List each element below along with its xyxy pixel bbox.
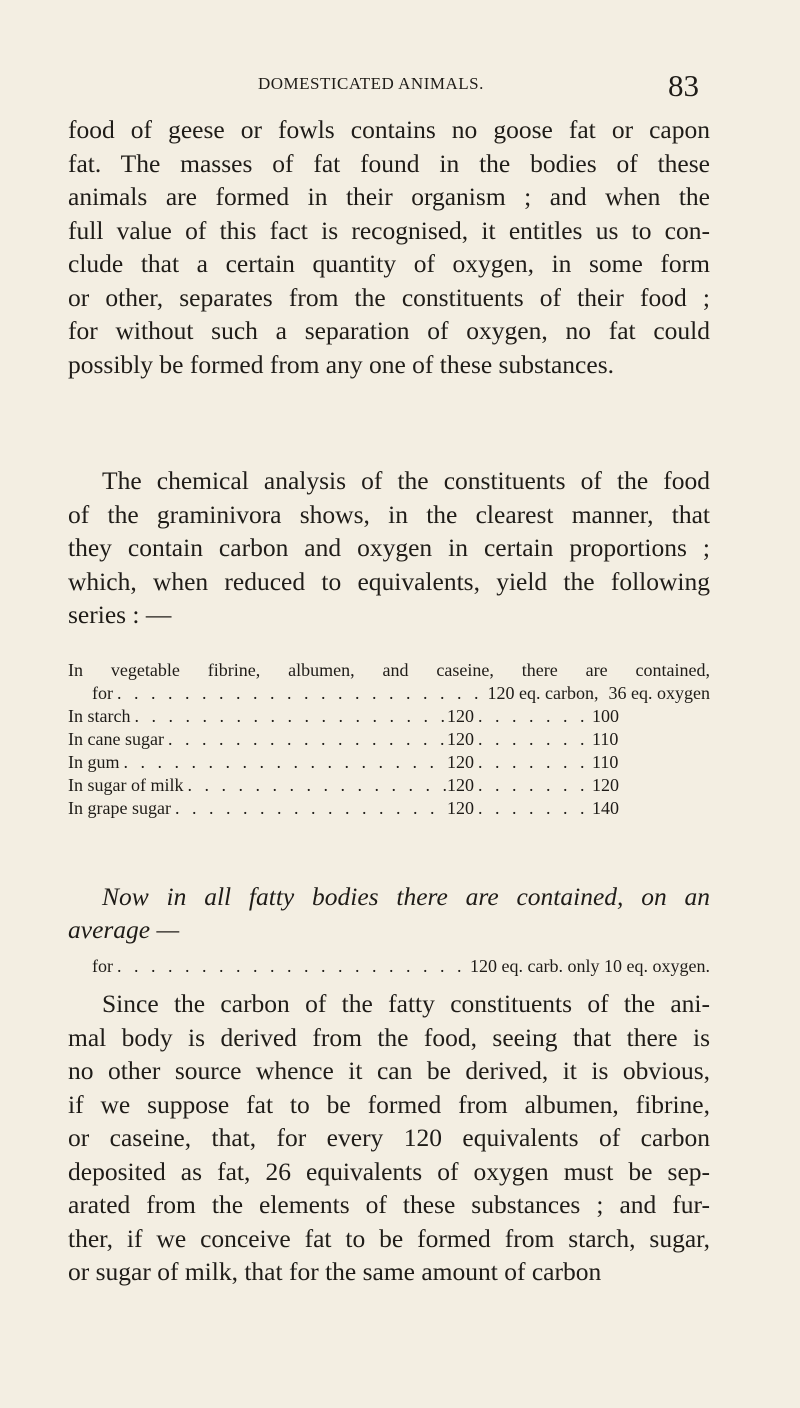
carbon-value: 120 [447, 775, 474, 795]
dot-leader [113, 955, 470, 978]
carbon-value: 120 eq. carbon, [487, 683, 599, 703]
paragraph-3 [68, 987, 710, 1289]
table-row [68, 728, 710, 751]
text-line: of the graminivora shows, in the clearest manner, that [68, 499, 710, 529]
text-line: or caseine, that, for every 120 equivalents of carbon [68, 1123, 710, 1152]
table-row [68, 682, 710, 705]
text-line: Since the carbon of the fatty constituents of the ani- [102, 989, 710, 1018]
text-line: which, when reduced to equivalents, yield the following [68, 566, 710, 596]
running-head [0, 68, 800, 108]
oxygen-value: 110 [592, 752, 619, 772]
dot-leader [120, 751, 448, 774]
fatty-average-row [92, 955, 710, 978]
oxygen-value: 120 [592, 775, 619, 795]
composition-table [68, 659, 710, 820]
oxygen-value: 100 [592, 706, 619, 726]
text-line: if we suppose fat to be formed from albumen, fibrine, [68, 1089, 710, 1119]
carbon-value: 120 [447, 729, 474, 749]
text-line: arated from the elements of these substances ; and fur- [68, 1190, 710, 1219]
text-line: or sugar of milk, that for the same amount of carbon [68, 1257, 602, 1286]
text-line: ther, if we conceive fat to be formed from starch, sugar, [68, 1223, 710, 1253]
dot-leader [474, 774, 592, 797]
text-line: for without such a separation of oxygen, no fat could [68, 316, 710, 345]
text-line: food of geese or fowls contains no goose fat or capon [68, 115, 710, 144]
carbon-value: 120 [447, 798, 474, 818]
text-line: deposited as fat, 26 equivalents of oxygen must be sep- [68, 1156, 710, 1186]
paragraph-2 [68, 464, 710, 632]
dot-leader [171, 797, 447, 820]
row-label: In sugar of milk [68, 775, 184, 795]
dot-leader [474, 705, 592, 728]
text-line: animals are formed in their organism ; and when the [68, 182, 710, 211]
carbon-value: 120 [447, 752, 474, 772]
table-row [68, 797, 710, 820]
dot-leader [474, 751, 592, 774]
table-intro [68, 659, 710, 682]
table-row [68, 751, 710, 774]
table-intro-text: In vegetable fibrine, albumen, and caseine, there are contained, [68, 660, 710, 680]
text-line: they contain carbon and oxygen in certain proportions ; [68, 533, 710, 562]
dot-leader [164, 728, 447, 751]
text-line: Now in all fatty bodies there are contained, on an [102, 882, 710, 911]
oxygen-value: 110 [592, 729, 619, 749]
row-label: In gum [68, 752, 120, 772]
row-label: In cane sugar [68, 729, 164, 749]
text-line: clude that a certain quantity of oxygen, in some form [68, 249, 710, 278]
dot-leader [474, 728, 592, 751]
row-label: for [92, 956, 113, 976]
text-line: average — [68, 915, 180, 944]
running-title: DOMESTICATED ANIMALS. [258, 74, 484, 93]
table-row [68, 705, 710, 728]
text-line: possibly be formed from any one of these substances. [68, 349, 614, 379]
oxygen-value: 140 [592, 798, 619, 818]
text-line: no other source whence it can be derived, it is obvious, [68, 1056, 710, 1085]
paragraph-1 [68, 113, 710, 381]
dot-leader [183, 774, 447, 797]
row-label: In starch [68, 706, 131, 726]
oxygen-value: 36 eq. oxygen [608, 683, 710, 703]
text-line: fat. The masses of fat found in the bodies of these [68, 148, 710, 178]
text-line: mal body is derived from the food, seeing that there is [68, 1022, 710, 1052]
table-row [68, 774, 710, 797]
dot-leader [113, 682, 488, 705]
average-value: 120 eq. carb. only 10 eq. oxygen. [470, 956, 710, 976]
dot-leader [130, 705, 447, 728]
text-line: or other, separates from the constituents of their food ; [68, 282, 710, 312]
text-line: full value of this fact is recognised, it entitles us to con- [68, 215, 710, 245]
carbon-value: 120 [447, 706, 474, 726]
row-label: In grape sugar [68, 798, 171, 818]
dot-leader [474, 797, 592, 820]
text-line: series : — [68, 600, 172, 629]
row-label: for [92, 683, 113, 703]
text-line: The chemical analysis of the constituents of the food [102, 466, 710, 495]
page-number: 83 [668, 68, 699, 103]
fatty-bodies-statement [68, 880, 710, 946]
